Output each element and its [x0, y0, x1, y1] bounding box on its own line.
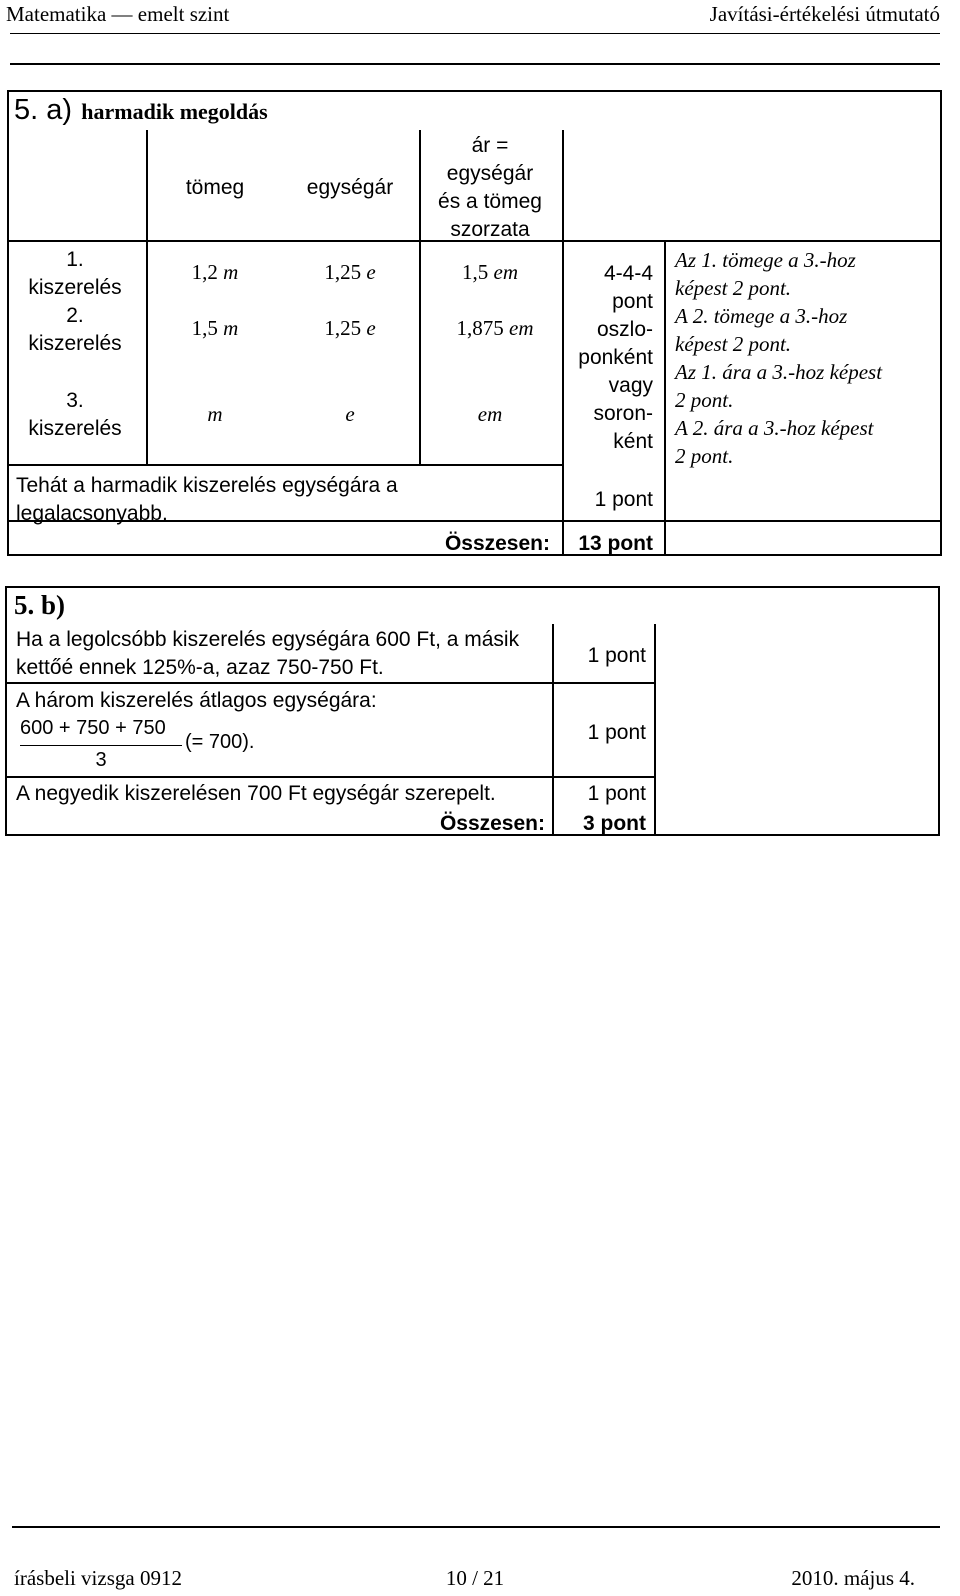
col-header-mass: tömeg: [185, 176, 245, 199]
row1-mass: [165, 260, 265, 285]
part-b-row1-line: kettőé ennek 125%-a, azaz 750-750 Ft.: [16, 656, 384, 679]
header-rule-thick: [10, 63, 940, 65]
row1-price-number: 1,5: [462, 260, 489, 284]
row-label-2: [10, 302, 140, 358]
footer-center: 10 / 21: [445, 1566, 505, 1590]
part-b-row2-text: A három kiszerelés átlagos egységára:: [16, 689, 377, 712]
row2-unit-variable: e: [366, 316, 376, 340]
part-b-row1-line: Ha a legolcsóbb kiszerelés egységára 600 Ft, a másik: [16, 628, 520, 651]
row1-unit: [295, 260, 405, 285]
grading-note-line: 2 pont.: [675, 388, 734, 412]
conclusion-text: [16, 472, 536, 528]
score-block-line: soron-: [593, 402, 653, 425]
row1-unit-number: 1,25: [324, 260, 362, 284]
part-b-row3-text: A negyedik kiszerelésen 700 Ft egységár szerepelt.: [16, 782, 496, 805]
footer-right: 2010. május 4.: [791, 1566, 915, 1590]
row-label-line: kiszerelés: [28, 332, 122, 355]
grading-note-line: A 2. tömege a 3.-hoz: [675, 304, 848, 328]
col-header-price-line: ár =: [471, 134, 509, 157]
fraction-result: (= 700).: [185, 731, 255, 753]
header-left: Matematika — emelt szint: [6, 2, 230, 26]
footer-left: írásbeli vizsga 0912: [14, 1566, 182, 1590]
part-b-row2-points: 1 pont: [587, 721, 646, 744]
part-a-total-label: Összesen:: [444, 532, 550, 555]
part-b-number: 5. b): [14, 590, 66, 620]
row-label-line: kiszerelés: [28, 417, 122, 440]
average-fraction: [20, 717, 180, 772]
row-label-3: [10, 387, 140, 443]
grading-notes: [675, 246, 940, 470]
part-a-heading: [14, 94, 268, 127]
col-header-price-line: egységár: [446, 162, 534, 185]
col-header-price-line: szorzata: [450, 218, 530, 241]
score-block-line: ponként: [578, 346, 653, 369]
row1-unit-variable: e: [366, 260, 376, 284]
col-header-price: [420, 132, 560, 244]
row3-price: em: [477, 402, 503, 426]
row-label-line: 3.: [66, 389, 84, 412]
part-a-number: 5. a): [14, 94, 73, 126]
grading-note-line: Az 1. tömege a 3.-hoz: [675, 248, 856, 272]
row2-mass: [165, 316, 265, 341]
part-b-total-points: 3 pont: [583, 812, 646, 835]
col-header-price-line: és a tömeg: [438, 190, 542, 213]
grading-note-line: képest 2 pont.: [675, 276, 792, 300]
header-rule-thin: [10, 33, 940, 34]
row2-price-number: 1,875: [456, 316, 504, 340]
row2-price: [430, 316, 560, 341]
score-block-line: ként: [613, 430, 653, 453]
footer-rule: [12, 1526, 940, 1528]
conclusion-line: legalacsonyabb.: [16, 502, 168, 525]
row2-unit: [295, 316, 405, 341]
row-label-line: kiszerelés: [28, 276, 122, 299]
part-a-title: harmadik megoldás: [81, 99, 268, 124]
grading-note-line: Az 1. ára a 3.-hoz képest: [675, 360, 883, 384]
row1-price-variable: em: [493, 260, 518, 284]
fraction-bar: [20, 745, 182, 746]
page-header: [0, 0, 960, 30]
row3-mass: m: [207, 402, 223, 426]
part-b-row1-text: [16, 626, 556, 682]
header-right: Javítási-értékelési útmutató: [709, 2, 940, 26]
score-block-line: pont: [612, 290, 653, 313]
row-label-line: 2.: [66, 304, 84, 327]
fraction-denominator: 3: [95, 749, 107, 771]
row2-mass-number: 1,5: [191, 316, 218, 340]
score-block-line: 4-4-4: [603, 262, 653, 285]
row2-unit-number: 1,25: [324, 316, 362, 340]
score-block-line: vagy: [608, 374, 653, 397]
part-b-row3-points: 1 pont: [587, 782, 646, 805]
row2-mass-variable: m: [223, 316, 239, 340]
conclusion-line: Tehát a harmadik kiszerelés egységára a: [16, 474, 398, 497]
part-b-total-label: Összesen:: [439, 812, 545, 835]
row1-mass-variable: m: [223, 260, 239, 284]
conclusion-points: 1 pont: [594, 488, 653, 511]
fraction-numerator: 600 + 750 + 750: [20, 717, 166, 739]
row-label-line: 1.: [66, 248, 84, 271]
score-block: [565, 260, 653, 456]
part-a-total-points: 13 pont: [578, 532, 653, 555]
score-block-line: oszlo-: [596, 318, 653, 341]
col-header-unit-price: egységár: [306, 176, 394, 199]
part-b-row1-points: 1 pont: [587, 644, 646, 667]
row3-unit: e: [345, 402, 355, 426]
row2-price-variable: em: [509, 316, 534, 340]
row1-price: [430, 260, 550, 285]
grading-note-line: 2 pont.: [675, 444, 734, 468]
grading-note-line: A 2. ára a 3.-hoz képest: [675, 416, 874, 440]
row1-mass-number: 1,2: [191, 260, 218, 284]
grading-note-line: képest 2 pont.: [675, 332, 792, 356]
row-label-1: [10, 246, 140, 302]
